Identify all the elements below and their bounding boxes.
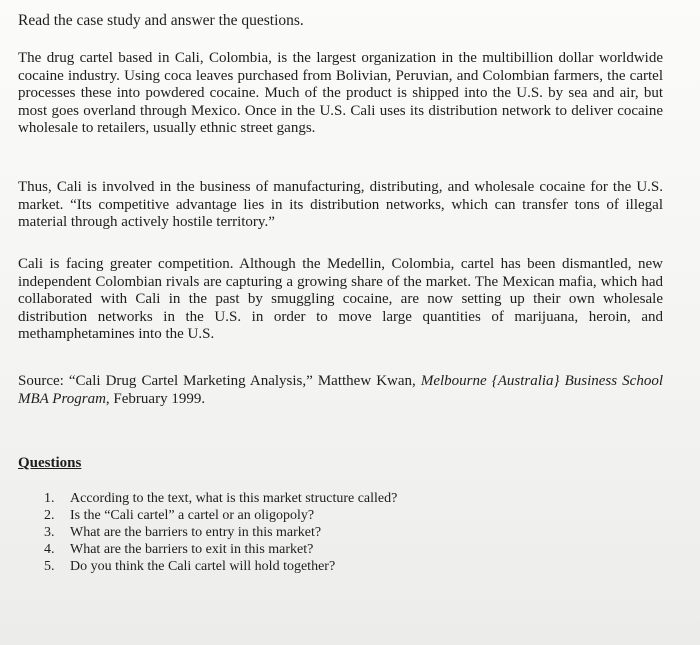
case-paragraph-3: Cali is facing greater competition. Although the Medellin, Colombia, cartel has been dismantled, new independent Colombian rivals are capturing a growing share of the market. The Mexican mafia, which had collaborated with Cali in the past by smuggling cocaine, are now setting up their own wholesale distribution networks in the U.S. in order to move large quantities of marijuana, heroin, and methamphetamines into the U.S. — [18, 256, 663, 343]
question-number: 3. — [44, 525, 55, 540]
question-text: According to the text, what is this market structure called? — [70, 491, 398, 506]
case-paragraph-2: Thus, Cali is involved in the business of manufacturing, distributing, and wholesale cocaine for the U.S. market. “Its competitive advantage lies in its distribution networks, which can transfer tons of illegal material through actively hostile territory.” — [18, 179, 663, 231]
question-number: 4. — [44, 542, 55, 557]
questions-list — [44, 490, 397, 575]
question-item — [44, 507, 397, 524]
source-citation — [18, 372, 663, 408]
source-institution: Melbourne {Australia} Business School MBA Program — [18, 373, 663, 407]
question-number: 1. — [44, 491, 55, 506]
question-number: 5. — [44, 559, 55, 574]
question-text: Is the “Cali cartel” a cartel or an oligopoly? — [70, 508, 315, 523]
question-text: What are the barriers to entry in this market? — [70, 525, 322, 540]
question-item — [44, 490, 397, 507]
case-paragraph-1: The drug cartel based in Cali, Colombia, is the largest organization in the multibillion dollar worldwide cocaine industry. Using coca leaves purchased from Bolivian, Peruvian, and Colombian farmers, the cartel processes these into powdered cocaine. Much of the product is shipped into the U.S. by sea and air, but most goes overland through Mexico. Once in the U.S. Cali uses its distribution network to deliver cocaine wholesale to retailers, usually ethnic street gangs. — [18, 50, 663, 137]
source-suffix: , February 1999. — [105, 391, 206, 407]
instruction-text: Read the case study and answer the questions. — [18, 12, 304, 29]
question-text: What are the barriers to exit in this market? — [70, 542, 314, 557]
source-prefix: Source: “Cali Drug Cartel Marketing Analysis,” Matthew Kwan, — [18, 373, 421, 389]
question-item — [44, 558, 397, 575]
question-item — [44, 524, 397, 541]
question-item — [44, 541, 397, 558]
question-text: Do you think the Cali cartel will hold together? — [70, 559, 336, 574]
question-number: 2. — [44, 508, 55, 523]
questions-heading: Questions — [18, 455, 82, 471]
